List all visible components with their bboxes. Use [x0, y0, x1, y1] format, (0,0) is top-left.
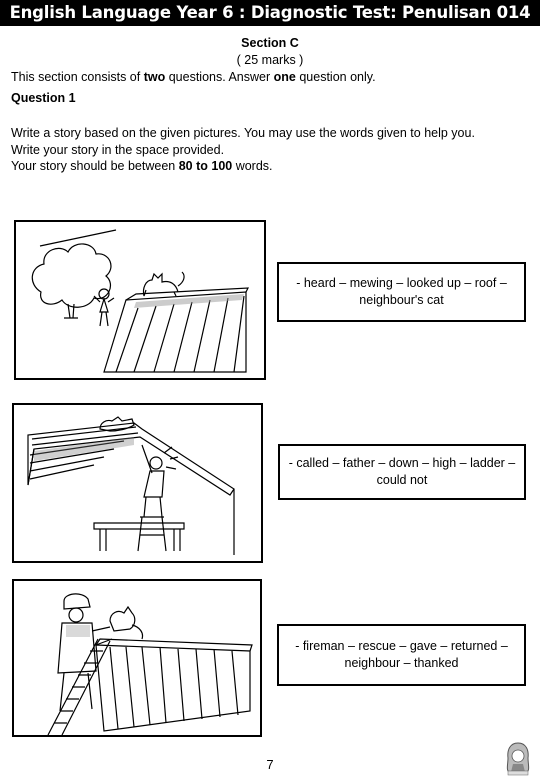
picture-frame-3	[12, 579, 262, 737]
instruction-line-1: Write a story based on the given pictures. You may use the words given to help you.	[11, 126, 475, 140]
word-hint-1: - heard – mewing – looked up – roof – neighbour's cat	[296, 276, 507, 307]
word-hint-box-3	[277, 624, 526, 686]
intro-text-1: This section consists of	[11, 70, 144, 84]
intro-text-3: question only.	[295, 70, 376, 84]
picture-frame-1	[14, 220, 266, 380]
intro-text-2: questions. Answer	[165, 70, 274, 84]
picture-1-illustration	[16, 222, 264, 378]
word-hint-2: - called – father – down – high – ladder – could not	[288, 456, 516, 487]
header-title: English Language Year 6 : Diagnostic Test: Penulisan 014	[9, 3, 531, 22]
question-title: Question 1	[11, 91, 76, 105]
picture-3-illustration	[14, 581, 260, 735]
section-title: Section C	[241, 36, 299, 50]
word-hint-3: - fireman – rescue – gave – returned – neighbour – thanked	[295, 639, 508, 670]
instruction-line-2: Write your story in the space provided.	[11, 142, 225, 157]
picture-frame-2	[12, 403, 263, 563]
intro-bold-two: two	[143, 70, 166, 84]
publisher-logo-icon	[503, 740, 533, 781]
instruction-line-3: Your story should be between 80 to 100 words.	[11, 159, 273, 173]
section-marks: ( 25 marks )	[236, 53, 304, 67]
intro-bold-one: one	[273, 70, 296, 84]
question-instructions	[11, 125, 526, 175]
word-hint-box-1	[277, 262, 526, 322]
picture-2-illustration	[14, 405, 261, 561]
section-intro	[11, 70, 376, 84]
page-header	[0, 0, 540, 26]
word-hint-box-2	[278, 444, 526, 500]
page-number: 7	[266, 757, 274, 772]
